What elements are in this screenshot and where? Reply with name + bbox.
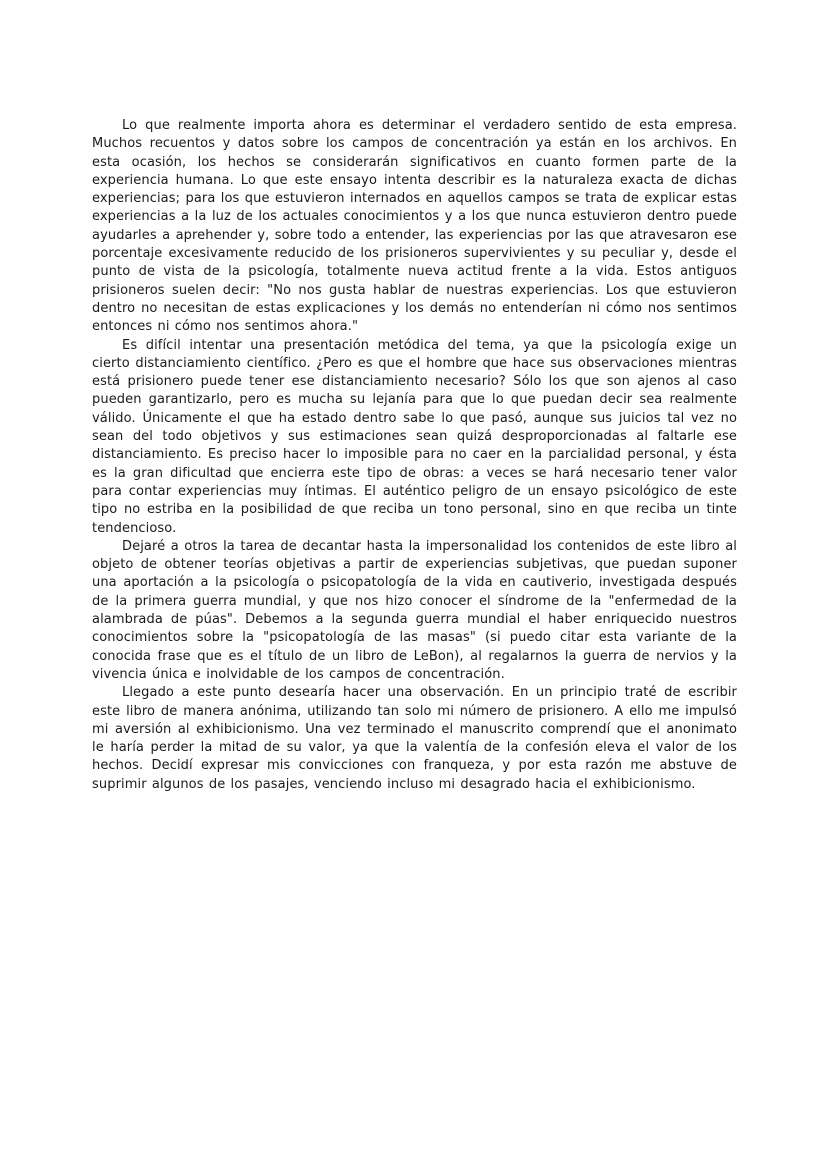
paragraph-4: Llegado a este punto desearía hacer una observación. En un principio traté de escribir este libro de manera anónima, utilizando tan solo mi número de prisionero. A ello me impulsó mi aversión al exhibicionismo. Una vez terminado el manuscrito comprendí que el anonimato le haría perder la mitad de su valor, ya que la valentía de la confesión eleva el valor de los hechos. Decidí expresar mis convicciones con franqueza, y por esta razón me abstuve de suprimir algunos de los pasajes, venciendo incluso mi desagrado hacia el exhibicionismo. <box>92 685 737 792</box>
paragraph-2: Es difícil intentar una presentación metódica del tema, ya que la psicología exige un cierto distanciamiento científico. ¿Pero es que el hombre que hace sus observaciones mientras está prisionero puede tener ese distanciamiento necesario? Sólo los que son ajenos al caso pueden garantizarlo, pero es mucha su lejanía para que lo que puedan decir sea realmente válido. Únicamente el que ha estado dentro sabe lo que pasó, aunque sus juicios tal vez no sean del todo objetivos y sus estimaciones sean quizá desproporcionadas al faltarle ese distanciamiento. Es preciso hacer lo imposible para no caer en la parcialidad personal, y ésta es la gran dificultad que encierra este tipo de obras: a veces se hará necesario tener valor para contar experiencias muy íntimas. El auténtico peligro de un ensayo psicológico de este tipo no estriba en la posibilidad de que reciba un tono personal, sino en que reciba un tinte tendencioso. <box>92 337 737 536</box>
text-block <box>92 117 737 794</box>
paragraph-1: Lo que realmente importa ahora es determinar el verdadero sentido de esta empresa. Muchos recuentos y datos sobre los campos de concentración ya están en los archivos. En esta ocasión, los hechos se considerarán significativos en cuanto formen parte de la experiencia humana. Lo que este ensayo intenta describir es la naturaleza exacta de dichas experiencias; para los que estuvieron internados en aquellos campos se trata de explicar estas experiencias a la luz de los actuales conocimientos y a los que nunca estuvieron dentro puede ayudarles a aprehender y, sobre todo a entender, las experiencias por las que atravesaron ese porcentaje excesivamente reducido de los prisioneros supervivientes y su peculiar y, desde el punto de vista de la psicología, totalmente nueva actitud frente a la vida. Estos antiguos prisioneros suelen decir: "No nos gusta hablar de nuestras experiencias. Los que estuvieron dentro no necesitan de estas explicaciones y los demás no entenderían ni cómo nos sentimos entonces ni cómo nos sentimos ahora." <box>92 118 737 335</box>
paragraph-3: Dejaré a otros la tarea de decantar hasta la impersonalidad los contenidos de este libro al objeto de obtener teorías objetivas a partir de experiencias subjetivas, que puedan suponer una aportación a la psicología o psicopatología de la vida en cautiverio, investigada después de la primera guerra mundial, y que nos hizo conocer el síndrome de la "enfermedad de la alambrada de púas". Debemos a la segunda guerra mundial el haber enriquecido nuestros conocimientos sobre la "psicopatología de las masas" (si puedo citar esta variante de la conocida frase que es el título de un libro de LeBon), al regalarnos la guerra de nervios y la vivencia única e inolvidable de los campos de concentración. <box>92 538 737 682</box>
